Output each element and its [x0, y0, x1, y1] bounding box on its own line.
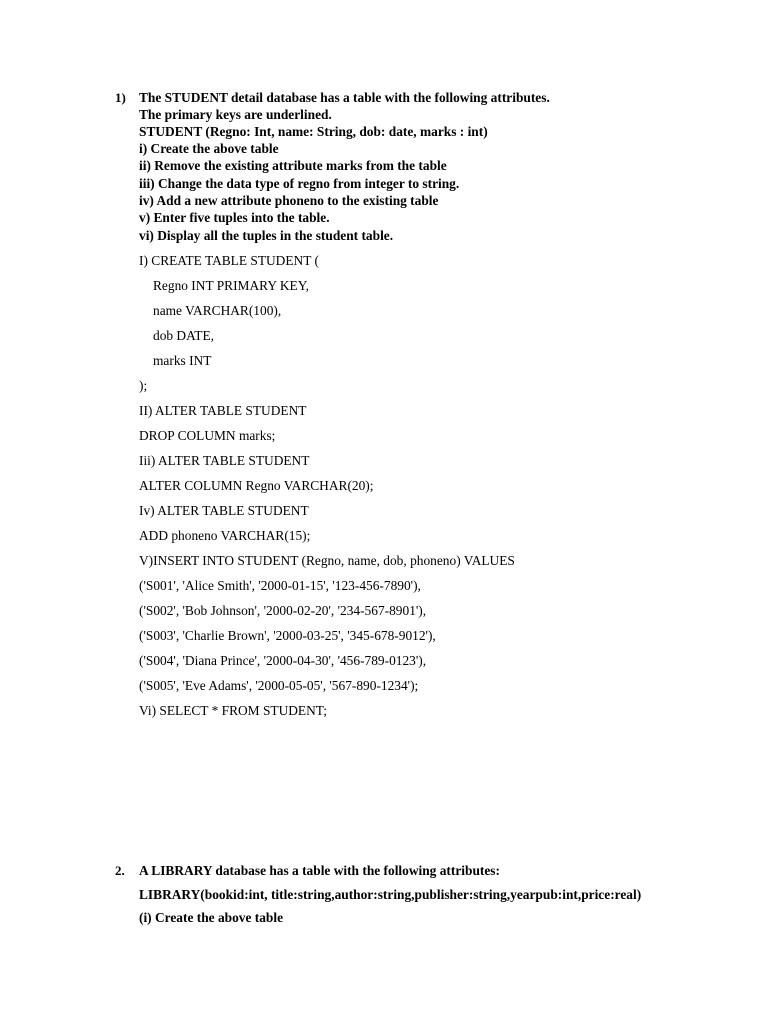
question-1-line-5: ii) Remove the existing attribute marks from the table	[139, 158, 447, 173]
question-1-line-7: iv) Add a new attribute phoneno to the existing table	[139, 193, 439, 208]
answer-1-line-17: ('S004', 'Diana Prince', '2000-04-30', '456-789-0123'),	[139, 653, 427, 668]
answer-1-line-14: ('S001', 'Alice Smith', '2000-01-15', '123-456-7890'),	[139, 578, 421, 593]
answer-1-line-18: ('S005', 'Eve Adams', '2000-05-05', '567-890-1234');	[139, 678, 419, 693]
answer-1-line-5: marks INT	[153, 353, 212, 368]
answer-1-line-13: V)INSERT INTO STUDENT (Regno, name, dob, phoneno) VALUES	[139, 553, 515, 568]
question-1-line-4: i) Create the above table	[139, 141, 279, 156]
answer-1-line-10: ALTER COLUMN Regno VARCHAR(20);	[139, 478, 374, 493]
question-2-line-1: A LIBRARY database has a table with the following attributes:	[139, 863, 500, 878]
answer-1-line-7: II) ALTER TABLE STUDENT	[139, 403, 307, 418]
question-1-line-6: iii) Change the data type of regno from integer to string.	[139, 176, 460, 191]
question-2-line-3: (i) Create the above table	[139, 910, 284, 925]
answer-1-line-16: ('S003', 'Charlie Brown', '2000-03-25', '345-678-9012'),	[139, 628, 436, 643]
answer-1-line-8: DROP COLUMN marks;	[139, 428, 276, 443]
answer-1-line-11: Iv) ALTER TABLE STUDENT	[139, 503, 309, 518]
answer-1-line-1: I) CREATE TABLE STUDENT (	[139, 253, 319, 268]
question-1-number: 1)	[115, 90, 126, 105]
answer-1-line-6: );	[139, 378, 148, 393]
answer-1-line-2: Regno INT PRIMARY KEY,	[153, 278, 309, 293]
answer-1-line-15: ('S002', 'Bob Johnson', '2000-02-20', '234-567-8901'),	[139, 603, 427, 618]
answer-1-line-19: Vi) SELECT * FROM STUDENT;	[139, 703, 327, 718]
question-2-line-2: LIBRARY(bookid:int, title:string,author:string,publisher:string,yearpub:int,price:real)	[139, 887, 642, 902]
question-1-line-2: The primary keys are underlined.	[139, 107, 332, 122]
answer-1-line-12: ADD phoneno VARCHAR(15);	[139, 528, 311, 543]
question-2-number: 2.	[115, 863, 125, 878]
question-1-line-9: vi) Display all the tuples in the student table.	[139, 228, 394, 243]
answer-1-line-4: dob DATE,	[153, 328, 214, 343]
answer-1-line-3: name VARCHAR(100),	[153, 303, 282, 318]
question-1-line-8: v) Enter five tuples into the table.	[139, 210, 330, 225]
answer-1-line-9: Iii) ALTER TABLE STUDENT	[139, 453, 310, 468]
question-1-line-3: STUDENT (Regno: Int, name: String, dob: date, marks : int)	[139, 124, 488, 139]
question-1-line-1: The STUDENT detail database has a table with the following attributes.	[139, 90, 550, 105]
